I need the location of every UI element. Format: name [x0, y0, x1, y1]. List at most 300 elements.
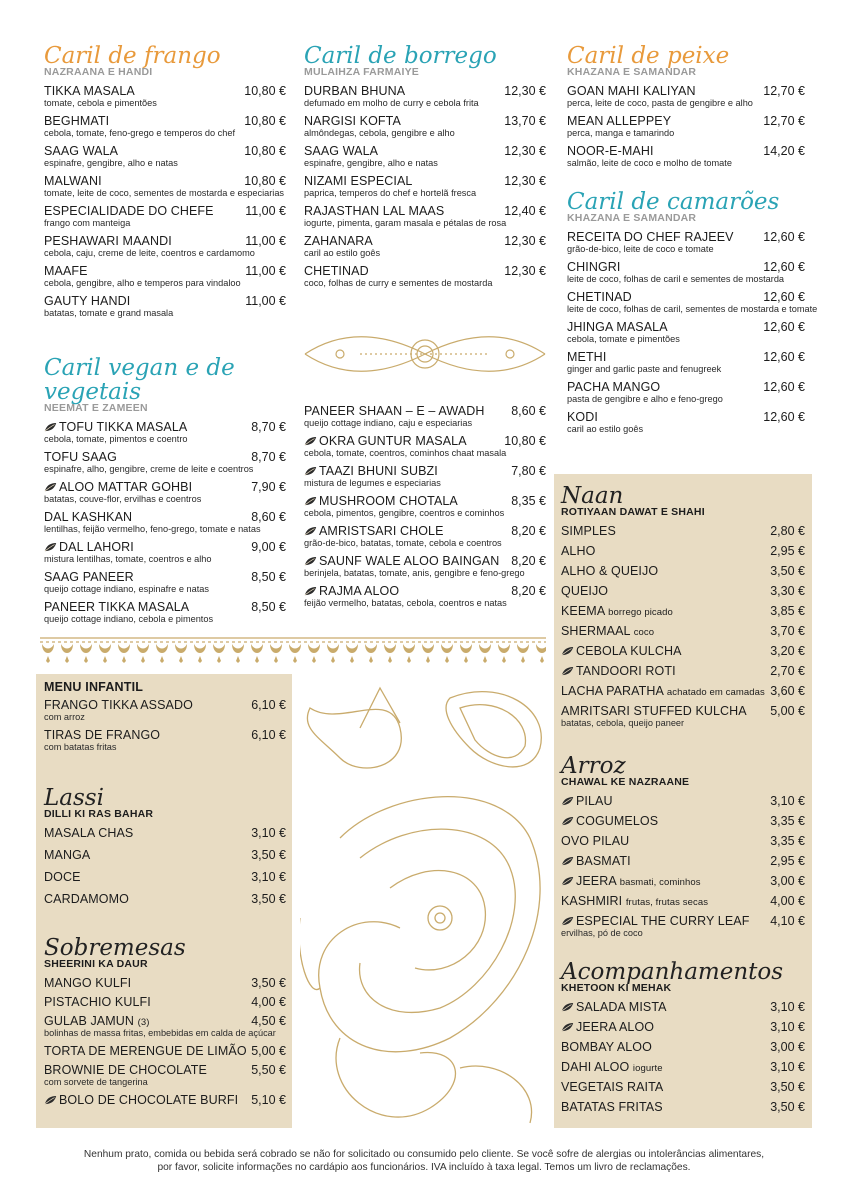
- menu-item-name: [44, 1014, 150, 1028]
- menu-item-name: [304, 494, 458, 508]
- menu-item-price: 6,10 €: [251, 728, 286, 742]
- menu-item-name: [567, 290, 632, 304]
- menu-item-name-text: DAL KASHKAN: [44, 510, 133, 524]
- menu-item: [44, 234, 286, 259]
- menu-item-price: 3,50 €: [251, 892, 286, 906]
- menu-item-row: [44, 234, 286, 248]
- ornament-divider-top: [300, 326, 550, 382]
- menu-item: [44, 294, 286, 319]
- menu-item-row: [304, 114, 546, 128]
- menu-item: [561, 684, 805, 698]
- menu-item: [44, 892, 286, 906]
- menu-item-price: 3,10 €: [770, 1000, 805, 1014]
- footer-line: Nenhum prato, comida ou bebida será cobrado se não for solicitado ou consumido pelo cliente. Se você sofre de alergias ou intolerâncias alimentares,: [83, 1149, 765, 1160]
- menu-item-row: [44, 510, 286, 524]
- menu-item: [567, 84, 805, 109]
- menu-item-price: 8,60 €: [511, 404, 546, 418]
- menu-item-name-text: FRANGO TIKKA ASSADO: [44, 698, 193, 712]
- menu-item-price: 12,60 €: [763, 380, 805, 394]
- menu-item-price: 4,00 €: [770, 894, 805, 908]
- menu-item: [44, 698, 286, 723]
- menu-item: [561, 874, 805, 888]
- menu-item-row: [44, 294, 286, 308]
- menu-item-price: 12,30 €: [504, 234, 546, 248]
- menu-item-row: [44, 450, 286, 464]
- menu-item-name: [44, 480, 192, 494]
- footer-line: por favor, solicite informações no cardápio aos funcionários. IVA incluído à taxa legal. Temos um livro de reclamações.: [157, 1162, 691, 1173]
- menu-item-name: [561, 894, 708, 908]
- menu-item: [304, 114, 546, 139]
- menu-item-name: [44, 1044, 247, 1058]
- section-title: Arroz: [561, 753, 626, 779]
- menu-item-price: 4,50 €: [251, 1014, 286, 1028]
- menu-item-name-text: SAAG WALA: [304, 144, 379, 158]
- menu-item-note: achatado em camadas: [666, 687, 765, 698]
- vegan-leaf-icon: [561, 646, 574, 656]
- item-list: [304, 84, 546, 289]
- menu-item-name-text: MEAN ALLEPPEY: [567, 114, 672, 128]
- menu-item-description: cebola, tomate e pimentões: [567, 334, 680, 344]
- menu-item-name-text: SALADA MISTA: [576, 1000, 667, 1014]
- menu-item-name: [561, 644, 682, 658]
- menu-item: [44, 728, 286, 753]
- menu-item-price: 3,35 €: [770, 814, 805, 828]
- menu-item-description: frango com manteiga: [44, 218, 131, 228]
- menu-item-price: 3,30 €: [770, 584, 805, 598]
- vegan-leaf-icon: [561, 876, 574, 886]
- menu-item-row: [44, 826, 286, 840]
- menu-item-row: [304, 174, 546, 188]
- menu-item-name: [561, 1040, 652, 1054]
- menu-item: [561, 794, 805, 808]
- menu-item-name: [561, 624, 654, 638]
- menu-item-row: [567, 410, 805, 424]
- menu-item-name: [304, 584, 399, 598]
- section-subtitle: SHEERINI KA DAUR: [44, 958, 148, 970]
- menu-item-price: 3,50 €: [770, 1080, 805, 1094]
- menu-item-row: [44, 204, 286, 218]
- menu-item-name-text: DURBAN BHUNA: [304, 84, 406, 98]
- menu-item-row: [44, 870, 286, 884]
- menu-item: [561, 584, 805, 598]
- section-naan: [561, 484, 805, 735]
- menu-item-row: [561, 684, 805, 698]
- menu-item-name-text: OVO PILAU: [561, 834, 630, 848]
- menu-item-price: 11,00 €: [245, 264, 286, 278]
- menu-item: [561, 1000, 805, 1014]
- menu-item-name: [567, 350, 606, 364]
- menu-item-price: 12,30 €: [504, 174, 546, 188]
- menu-item-row: [304, 554, 546, 568]
- menu-item: [304, 494, 546, 519]
- menu-item: [561, 564, 805, 578]
- menu-item: [567, 350, 805, 375]
- menu-item-row: [561, 1060, 805, 1074]
- menu-item: [44, 144, 286, 169]
- menu-item-row: [567, 290, 805, 304]
- section-subtitle: MULAIHZA FARMAIYE: [304, 66, 420, 78]
- menu-item: [567, 144, 805, 169]
- vegan-leaf-icon: [561, 856, 574, 866]
- vegan-leaf-icon: [44, 482, 57, 492]
- section-vegan-curry: [44, 356, 286, 630]
- menu-item-row: [567, 84, 805, 98]
- menu-item-name: [561, 584, 608, 598]
- menu-item-name: [304, 84, 405, 98]
- menu-item-row: [561, 604, 805, 618]
- menu-item: [44, 84, 286, 109]
- vegan-leaf-icon: [304, 436, 317, 446]
- menu-item-name-text: ESPECIAL THE CURRY LEAF: [576, 914, 750, 928]
- menu-item-name: [561, 684, 765, 698]
- menu-item-price: 12,60 €: [763, 260, 805, 274]
- menu-item-price: 3,50 €: [251, 976, 286, 990]
- menu-item-name-text: MALWANI: [44, 174, 102, 188]
- menu-item-name-text: CARDAMOMO: [44, 892, 129, 906]
- menu-item: [561, 814, 805, 828]
- menu-item-name-text: PILAU: [576, 794, 613, 808]
- menu-item-description: ervilhas, pó de coco: [561, 928, 643, 938]
- menu-item-name-text: LACHA PARATHA: [561, 684, 664, 698]
- menu-item-name: [561, 814, 658, 828]
- menu-item: [44, 420, 286, 445]
- menu-item-row: [561, 704, 805, 718]
- section-title: Naan: [561, 483, 624, 509]
- menu-item-name-text: NARGISI KOFTA: [304, 114, 401, 128]
- menu-item-price: 12,60 €: [763, 350, 805, 364]
- menu-item-row: [44, 174, 286, 188]
- menu-item-price: 4,10 €: [770, 914, 805, 928]
- menu-item-name-text: CHINGRI: [567, 260, 621, 274]
- menu-item-row: [44, 144, 286, 158]
- menu-item-name: [561, 704, 747, 718]
- menu-item-row: [44, 995, 286, 1009]
- menu-item-name-text: SAAG WALA: [44, 144, 119, 158]
- menu-item-name: [44, 728, 160, 742]
- vegan-leaf-icon: [304, 526, 317, 536]
- menu-item-row: [561, 834, 805, 848]
- menu-item-description: tomate, leite de coco, sementes de mostarda e especiarias: [44, 188, 285, 198]
- menu-item-row: [561, 894, 805, 908]
- menu-item-name: [567, 84, 696, 98]
- menu-item-price: 13,70 €: [504, 114, 546, 128]
- menu-item-description: almôndegas, cebola, gengibre e alho: [304, 128, 455, 138]
- menu-item-row: [567, 320, 805, 334]
- menu-item-name-text: SHERMAAL: [561, 624, 631, 638]
- menu-item-name: [44, 892, 129, 906]
- menu-item-row: [44, 892, 286, 906]
- menu-item-row: [561, 584, 805, 598]
- menu-item-price: 8,20 €: [511, 524, 546, 538]
- menu-item-row: [561, 544, 805, 558]
- menu-item-description: queijo cottage indiano, espinafre e natas: [44, 584, 209, 594]
- menu-item-row: [44, 728, 286, 742]
- menu-item-name: [44, 84, 135, 98]
- menu-item: [561, 664, 805, 678]
- menu-item-price: 2,80 €: [770, 524, 805, 538]
- menu-item-row: [567, 350, 805, 364]
- menu-item: [304, 464, 546, 489]
- section-chicken-curry: [44, 44, 286, 324]
- menu-item: [304, 524, 546, 549]
- menu-item-name-text: NIZAMI ESPECIAL: [304, 174, 413, 188]
- menu-item-name-text: CEBOLA KULCHA: [576, 644, 682, 658]
- menu-item-name-text: JHINGA MASALA: [567, 320, 668, 334]
- menu-item-name: [561, 664, 676, 678]
- menu-item-price: 12,60 €: [763, 320, 805, 334]
- menu-item: [44, 1044, 286, 1058]
- menu-item-name-text: KEEMA: [561, 604, 605, 618]
- footer-disclaimer: [0, 1148, 848, 1174]
- menu-item-price: 3,50 €: [770, 1100, 805, 1114]
- menu-item-description: pasta de gengibre e alho e feno-grego: [567, 394, 723, 404]
- menu-item-name: [567, 114, 671, 128]
- menu-item-price: 10,80 €: [244, 114, 286, 128]
- menu-item-name: [561, 874, 701, 888]
- menu-item-price: 3,20 €: [770, 644, 805, 658]
- menu-item-row: [44, 570, 286, 584]
- menu-item: [44, 204, 286, 229]
- menu-item-name-text: TOFU TIKKA MASALA: [59, 420, 188, 434]
- menu-item-name: [561, 794, 613, 808]
- menu-item-name: [561, 1060, 663, 1074]
- menu-item-price: 6,10 €: [251, 698, 286, 712]
- menu-item-name-text: ALOO MATTAR GOHBI: [59, 480, 193, 494]
- menu-item: [561, 914, 805, 939]
- menu-item-description: com sorvete de tangerina: [44, 1077, 148, 1087]
- section-title: Caril de peixe: [567, 43, 730, 69]
- section-title: MENU INFANTIL: [44, 680, 144, 694]
- menu-item: [561, 544, 805, 558]
- menu-item-name: [44, 264, 88, 278]
- menu-item-name-text: QUEIJO: [561, 584, 609, 598]
- menu-item-description: grão-de-bico, batatas, tomate, cebola e coentros: [304, 538, 502, 548]
- section-title: Lassi: [44, 785, 104, 811]
- section-subtitle: NEEMAT E ZAMEEN: [44, 402, 148, 414]
- menu-item-name: [44, 144, 118, 158]
- menu-item-name-text: TIRAS DE FRANGO: [44, 728, 161, 742]
- menu-item-name: [304, 524, 444, 538]
- menu-item-price: 12,30 €: [504, 84, 546, 98]
- menu-item-name-text: RECEITA DO CHEF RAJEEV: [567, 230, 734, 244]
- menu-item-note: coco: [633, 627, 655, 638]
- item-list: [561, 794, 805, 939]
- menu-item-name-text: SIMPLES: [561, 524, 616, 538]
- menu-item-description: defumado em molho de curry e cebola frita: [304, 98, 479, 108]
- menu-item-price: 5,10 €: [251, 1093, 286, 1107]
- item-list: [561, 524, 805, 729]
- menu-item-name: [44, 234, 172, 248]
- menu-item-name: [561, 604, 673, 618]
- menu-item-name: [304, 204, 444, 218]
- menu-item-row: [567, 260, 805, 274]
- menu-item: [561, 624, 805, 638]
- menu-item-name-text: TAAZI BHUNI SUBZI: [319, 464, 438, 478]
- menu-item-name-text: MUSHROOM CHOTALA: [319, 494, 458, 508]
- menu-item: [304, 584, 546, 609]
- menu-item-description: espinafre, gengibre, alho e natas: [44, 158, 178, 168]
- menu-item-row: [44, 114, 286, 128]
- menu-item: [561, 644, 805, 658]
- menu-item-name: [44, 1063, 207, 1077]
- menu-item-note: basmati, cominhos: [619, 877, 701, 888]
- menu-item-name-text: RAJASTHAN LAL MAAS: [304, 204, 445, 218]
- ornament-paisley: [300, 668, 552, 1140]
- menu-item-name: [567, 144, 654, 158]
- menu-item-name: [44, 698, 193, 712]
- menu-item-name: [561, 1000, 667, 1014]
- menu-item: [567, 410, 805, 435]
- menu-item: [44, 480, 286, 505]
- ornament-lace-border: [40, 632, 546, 664]
- menu-item-name-text: MASALA CHAS: [44, 826, 134, 840]
- menu-item-name: [561, 544, 595, 558]
- menu-item-description: mistura lentilhas, tomate, coentros e alho: [44, 554, 212, 564]
- section-title: Caril de camarões: [567, 189, 780, 215]
- menu-item: [561, 1020, 805, 1034]
- menu-item-row: [304, 584, 546, 598]
- menu-item-description: perca, manga e tamarindo: [567, 128, 675, 138]
- menu-item: [304, 264, 546, 289]
- menu-item-name-text: JEERA: [576, 874, 617, 888]
- menu-item-name-text: GOAN MAHI KALIYAN: [567, 84, 696, 98]
- menu-item-price: 8,60 €: [251, 510, 286, 524]
- menu-item-price: 2,95 €: [770, 544, 805, 558]
- menu-item-name: [567, 260, 620, 274]
- menu-item-description: paprica, temperos do chef e hortelã fresca: [304, 188, 477, 198]
- section-subtitle: KHETOON KI MEHAK: [561, 982, 672, 994]
- section-title: Caril vegan e de vegetais: [44, 355, 235, 405]
- menu-item-row: [304, 144, 546, 158]
- menu-item-description: espinafre, gengibre, alho e natas: [304, 158, 438, 168]
- menu-item-price: 3,10 €: [770, 1060, 805, 1074]
- menu-item-name-text: TIKKA MASALA: [44, 84, 135, 98]
- menu-item: [561, 1060, 805, 1074]
- menu-item-price: 8,70 €: [251, 450, 286, 464]
- menu-item: [304, 84, 546, 109]
- menu-item-price: 3,35 €: [770, 834, 805, 848]
- menu-item: [44, 1063, 286, 1088]
- item-list: [561, 1000, 805, 1114]
- menu-item: [561, 1080, 805, 1094]
- menu-item-row: [44, 264, 286, 278]
- menu-item-row: [561, 854, 805, 868]
- menu-item-row: [44, 1063, 286, 1077]
- menu-item-price: 3,10 €: [251, 826, 286, 840]
- menu-item-row: [304, 204, 546, 218]
- menu-item-row: [561, 874, 805, 888]
- menu-item-price: 10,80 €: [244, 174, 286, 188]
- section-rice: [561, 754, 805, 945]
- menu-item-description: queijo cottage indiano, cebola e pimentos: [44, 614, 214, 624]
- section-subtitle: CHAWAL KE NAZRAANE: [561, 776, 690, 788]
- menu-item-name: [304, 144, 378, 158]
- menu-item: [44, 450, 286, 475]
- menu-item: [561, 894, 805, 908]
- menu-item-description: cebola, pimentos, gengibre, coentros e cominhos: [304, 508, 505, 518]
- menu-item: [44, 510, 286, 535]
- menu-item-name-text: ALHO & QUEIJO: [561, 564, 659, 578]
- menu-item-name: [567, 230, 734, 244]
- menu-item-row: [44, 420, 286, 434]
- section-subtitle: NAZRAANA E HANDI: [44, 66, 153, 78]
- menu-item: [44, 995, 286, 1009]
- menu-item-row: [561, 624, 805, 638]
- menu-item-row: [567, 114, 805, 128]
- menu-item: [304, 174, 546, 199]
- menu-item-price: 2,95 €: [770, 854, 805, 868]
- menu-item-row: [567, 230, 805, 244]
- menu-item-name-text: BEGHMATI: [44, 114, 110, 128]
- menu-item: [44, 826, 286, 840]
- menu-item-description: coco, folhas de curry e sementes de mostarda: [304, 278, 493, 288]
- menu-item: [44, 174, 286, 199]
- menu-item-name: [44, 1093, 238, 1107]
- menu-item-name: [567, 380, 660, 394]
- section-subtitle: KHAZANA E SAMANDAR: [567, 212, 697, 224]
- menu-item-price: 3,70 €: [770, 624, 805, 638]
- menu-item-price: 11,00 €: [245, 234, 286, 248]
- menu-item: [567, 380, 805, 405]
- menu-item-description: cebola, gengibre, alho e temperos para vindaloo: [44, 278, 241, 288]
- menu-item: [44, 540, 286, 565]
- menu-item-price: 8,50 €: [251, 570, 286, 584]
- menu-item-price: 3,50 €: [770, 564, 805, 578]
- menu-item-row: [44, 976, 286, 990]
- menu-item-description: feijão vermelho, batatas, cebola, coentros e natas: [304, 598, 507, 608]
- menu-item-row: [567, 380, 805, 394]
- vegan-leaf-icon: [561, 796, 574, 806]
- menu-item-name: [44, 600, 189, 614]
- menu-item-name-text: NOOR-E-MAHI: [567, 144, 654, 158]
- menu-item-row: [567, 144, 805, 158]
- menu-item-price: 5,00 €: [251, 1044, 286, 1058]
- menu-item-name: [304, 114, 401, 128]
- section-title: Caril de borrego: [304, 43, 497, 69]
- menu-item-row: [561, 524, 805, 538]
- menu-item: [567, 114, 805, 139]
- menu-item: [561, 604, 805, 618]
- menu-item-name: [561, 854, 631, 868]
- menu-item-price: 14,20 €: [763, 144, 805, 158]
- vegan-leaf-icon: [304, 466, 317, 476]
- menu-item-price: 10,80 €: [244, 84, 286, 98]
- menu-item-name: [44, 294, 130, 308]
- item-list: [567, 84, 805, 169]
- menu-item-description: batatas, couve-flor, ervilhas e coentros: [44, 494, 202, 504]
- menu-item-description: mistura de legumes e especiarias: [304, 478, 441, 488]
- menu-item-row: [304, 264, 546, 278]
- menu-item: [44, 1014, 286, 1039]
- menu-item-price: 5,50 €: [251, 1063, 286, 1077]
- menu-item-name-text: ALHO: [561, 544, 596, 558]
- menu-item-price: 3,00 €: [770, 874, 805, 888]
- menu-item-price: 3,10 €: [251, 870, 286, 884]
- menu-item: [44, 870, 286, 884]
- menu-item-name-text: PANEER TIKKA MASALA: [44, 600, 190, 614]
- vegan-leaf-icon: [561, 666, 574, 676]
- menu-item-name: [44, 826, 133, 840]
- menu-item: [567, 320, 805, 345]
- menu-item: [304, 554, 546, 579]
- menu-item-row: [304, 524, 546, 538]
- menu-item-row: [304, 434, 546, 448]
- menu-item-price: 12,70 €: [763, 84, 805, 98]
- menu-item-name: [44, 510, 132, 524]
- menu-item: [44, 570, 286, 595]
- menu-item-name-text: PISTACHIO KULFI: [44, 995, 151, 1009]
- menu-item-name-text: AMRITSARI STUFFED KULCHA: [561, 704, 747, 718]
